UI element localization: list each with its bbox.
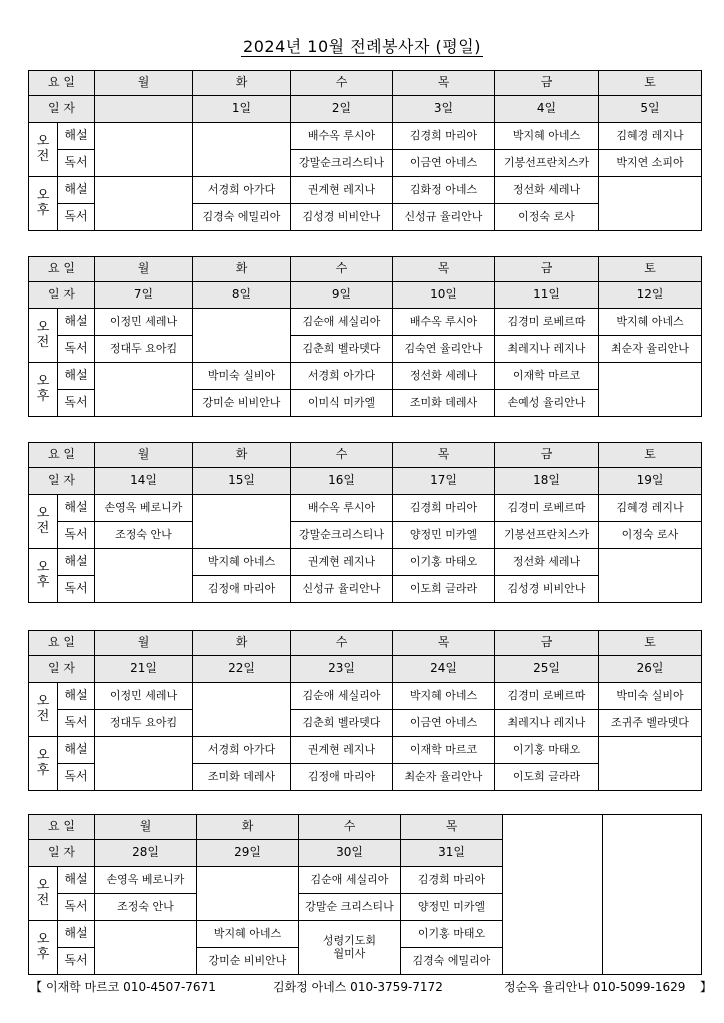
server-cell xyxy=(599,737,702,791)
server-cell: 최레지나 레지나 xyxy=(495,336,599,363)
date-cell: 10일 xyxy=(393,282,495,309)
server-cell: 기봉선프란치스카 xyxy=(495,522,599,549)
server-cell xyxy=(599,549,702,603)
day-mon: 월 xyxy=(95,815,197,840)
server-cell: 신성규 율리안나 xyxy=(291,576,393,603)
am-reading-row xyxy=(29,336,702,363)
server-cell: 김정애 마리아 xyxy=(291,764,393,791)
server-cell: 박미숙 실비아 xyxy=(193,363,291,390)
date-row xyxy=(29,468,702,495)
server-cell: 김경희 마리아 xyxy=(393,123,495,150)
pm-label: 오 후 xyxy=(29,737,58,791)
day-tue: 화 xyxy=(193,631,291,656)
date-row xyxy=(29,656,702,683)
server-cell: 이금연 아네스 xyxy=(393,150,495,177)
commentary-label: 해설 xyxy=(58,921,95,948)
day-tue: 화 xyxy=(193,71,291,96)
date-cell: 16일 xyxy=(291,468,393,495)
server-cell: 김경숙 에밀리아 xyxy=(193,204,291,231)
server-cell: 김경희 마리아 xyxy=(401,867,503,894)
server-cell: 배수옥 루시아 xyxy=(291,123,393,150)
date-cell: 25일 xyxy=(495,656,599,683)
server-cell: 박지혜 아네스 xyxy=(393,683,495,710)
date-cell: 17일 xyxy=(393,468,495,495)
date-cell: 29일 xyxy=(197,840,299,867)
day-mon: 월 xyxy=(95,71,193,96)
reading-label: 독서 xyxy=(58,390,95,417)
footer-open-bracket: 【 xyxy=(30,980,43,994)
server-cell: 손영옥 베로니카 xyxy=(95,495,193,522)
reading-label: 독서 xyxy=(58,150,95,177)
date-row-label: 일 자 xyxy=(29,468,95,495)
commentary-label: 해설 xyxy=(58,495,95,522)
server-cell: 이정숙 로사 xyxy=(599,522,702,549)
day-fri: 금 xyxy=(495,443,599,468)
server-cell xyxy=(95,549,193,603)
server-cell xyxy=(95,123,193,177)
server-cell: 이정민 세레나 xyxy=(95,309,193,336)
day-fri: 금 xyxy=(495,257,599,282)
pm-commentary-row xyxy=(29,363,702,390)
day-of-week-label: 요 일 xyxy=(29,71,95,96)
server-cell: 김순애 세실리아 xyxy=(299,867,401,894)
server-cell: 신성규 율리안나 xyxy=(393,204,495,231)
pm-label: 오 후 xyxy=(29,177,58,231)
server-cell: 박미숙 실비아 xyxy=(599,683,702,710)
date-cell: 28일 xyxy=(95,840,197,867)
server-cell xyxy=(193,309,291,363)
day-sat: 토 xyxy=(599,71,702,96)
commentary-label: 해설 xyxy=(58,177,95,204)
server-cell: 이금연 아네스 xyxy=(393,710,495,737)
reading-label: 독서 xyxy=(58,204,95,231)
day-header-row xyxy=(29,631,702,656)
server-cell: 최순자 율리안나 xyxy=(599,336,702,363)
day-wed: 수 xyxy=(291,257,393,282)
date-row-label: 일 자 xyxy=(29,840,95,867)
server-cell: 권계현 레지나 xyxy=(291,737,393,764)
date-cell: 31일 xyxy=(401,840,503,867)
date-cell: 23일 xyxy=(291,656,393,683)
server-cell xyxy=(599,177,702,231)
day-tue: 화 xyxy=(193,257,291,282)
day-thu: 목 xyxy=(393,257,495,282)
contact-3: 정순옥 율리안나 010-5099-1629 xyxy=(504,980,686,994)
day-tue: 화 xyxy=(197,815,299,840)
day-mon: 월 xyxy=(95,443,193,468)
day-sat: 토 xyxy=(599,257,702,282)
day-mon: 월 xyxy=(95,257,193,282)
am-commentary-row xyxy=(29,123,702,150)
server-cell: 이정민 세레나 xyxy=(95,683,193,710)
day-of-week-label: 요 일 xyxy=(29,443,95,468)
date-cell xyxy=(95,96,193,123)
server-cell: 강미순 비비안나 xyxy=(197,948,299,975)
server-cell: 이재학 마르코 xyxy=(393,737,495,764)
day-header-row xyxy=(29,71,702,96)
server-cell: 김성경 비비안나 xyxy=(291,204,393,231)
reading-label: 독서 xyxy=(58,576,95,603)
day-mon: 월 xyxy=(95,631,193,656)
server-cell: 김춘희 벨라뎃다 xyxy=(291,336,393,363)
commentary-label: 해설 xyxy=(58,683,95,710)
server-cell: 김숙연 율리안나 xyxy=(393,336,495,363)
server-cell: 권계현 레지나 xyxy=(291,177,393,204)
server-cell: 김경미 로베르따 xyxy=(495,309,599,336)
date-cell: 8일 xyxy=(193,282,291,309)
commentary-label: 해설 xyxy=(58,309,95,336)
day-fri: 금 xyxy=(495,631,599,656)
server-cell: 강말순크리스티나 xyxy=(291,150,393,177)
reading-label: 독서 xyxy=(58,522,95,549)
server-cell: 박지연 소피아 xyxy=(599,150,702,177)
server-cell: 배수옥 루시아 xyxy=(393,309,495,336)
server-cell: 강말순크리스티나 xyxy=(291,522,393,549)
date-cell: 15일 xyxy=(193,468,291,495)
server-cell: 이도희 글라라 xyxy=(495,764,599,791)
date-row xyxy=(29,282,702,309)
day-wed: 수 xyxy=(291,443,393,468)
server-cell: 최레지나 레지나 xyxy=(495,710,599,737)
server-cell: 김경미 로베르따 xyxy=(495,495,599,522)
pm-label: 오 후 xyxy=(29,363,58,417)
day-of-week-label: 요 일 xyxy=(29,257,95,282)
server-cell: 김혜경 레지나 xyxy=(599,123,702,150)
server-cell: 서경희 아가다 xyxy=(193,177,291,204)
am-label: 오 전 xyxy=(29,867,58,921)
server-cell: 박지혜 아네스 xyxy=(193,549,291,576)
day-of-week-label: 요 일 xyxy=(29,815,95,840)
reading-label: 독서 xyxy=(58,336,95,363)
server-cell: 김경미 로베르따 xyxy=(495,683,599,710)
date-cell: 11일 xyxy=(495,282,599,309)
day-header-row xyxy=(29,443,702,468)
server-cell xyxy=(599,363,702,417)
server-cell: 조정숙 안나 xyxy=(95,894,197,921)
server-cell: 이기홍 마태오 xyxy=(495,737,599,764)
server-cell: 정선화 세레나 xyxy=(495,177,599,204)
server-cell: 강미순 비비안나 xyxy=(193,390,291,417)
reading-label: 독서 xyxy=(58,710,95,737)
server-cell: 김정애 마리아 xyxy=(193,576,291,603)
server-cell: 김혜경 레지나 xyxy=(599,495,702,522)
am-commentary-row xyxy=(29,683,702,710)
day-sat: 토 xyxy=(599,443,702,468)
am-label: 오 전 xyxy=(29,495,58,549)
server-cell: 양정민 미카엘 xyxy=(393,522,495,549)
server-cell: 권계현 레지나 xyxy=(291,549,393,576)
commentary-label: 해설 xyxy=(58,867,95,894)
server-cell: 이미식 미카엘 xyxy=(291,390,393,417)
week-4-table xyxy=(28,630,702,791)
server-cell xyxy=(193,683,291,737)
server-cell: 서경희 아가다 xyxy=(291,363,393,390)
date-row xyxy=(29,96,702,123)
server-cell: 김순애 세실리아 xyxy=(291,309,393,336)
am-label: 오 전 xyxy=(29,123,58,177)
reading-label: 독서 xyxy=(58,764,95,791)
date-cell: 18일 xyxy=(495,468,599,495)
week-2-table xyxy=(28,256,702,417)
server-cell: 손영옥 베로니카 xyxy=(95,867,197,894)
am-commentary-row xyxy=(29,309,702,336)
server-cell: 김순애 세실리아 xyxy=(291,683,393,710)
server-cell: 손예성 율리안나 xyxy=(495,390,599,417)
commentary-label: 해설 xyxy=(58,363,95,390)
date-cell: 24일 xyxy=(393,656,495,683)
pm-commentary-row xyxy=(29,737,702,764)
day-thu: 목 xyxy=(393,443,495,468)
server-cell xyxy=(193,495,291,549)
day-of-week-label: 요 일 xyxy=(29,631,95,656)
server-cell: 박지혜 아네스 xyxy=(495,123,599,150)
date-cell: 21일 xyxy=(95,656,193,683)
empty-cell xyxy=(603,815,702,975)
server-cell: 조미화 데레사 xyxy=(193,764,291,791)
server-cell: 서경희 아가다 xyxy=(193,737,291,764)
date-cell: 30일 xyxy=(299,840,401,867)
day-fri: 금 xyxy=(495,71,599,96)
date-row-label: 일 자 xyxy=(29,96,95,123)
date-cell: 2일 xyxy=(291,96,393,123)
am-reading-row xyxy=(29,710,702,737)
server-cell: 김화정 아네스 xyxy=(393,177,495,204)
reading-label: 독서 xyxy=(58,948,95,975)
server-cell xyxy=(193,123,291,177)
day-header-row xyxy=(29,257,702,282)
date-cell: 9일 xyxy=(291,282,393,309)
week-3-table xyxy=(28,442,702,603)
pm-commentary-row xyxy=(29,177,702,204)
reading-label: 독서 xyxy=(58,894,95,921)
day-thu: 목 xyxy=(393,631,495,656)
am-commentary-row xyxy=(29,495,702,522)
server-cell: 조정숙 안나 xyxy=(95,522,193,549)
date-row-label: 일 자 xyxy=(29,656,95,683)
day-header-row xyxy=(29,815,702,840)
date-cell: 4일 xyxy=(495,96,599,123)
am-reading-row xyxy=(29,522,702,549)
pm-commentary-row xyxy=(29,549,702,576)
server-cell xyxy=(95,737,193,791)
server-cell xyxy=(95,363,193,417)
week-5-table xyxy=(28,814,702,975)
server-cell: 이재학 마르코 xyxy=(495,363,599,390)
server-cell xyxy=(95,177,193,231)
day-thu: 목 xyxy=(393,71,495,96)
prayer-meeting-cell: 성령기도회 월미사 xyxy=(299,921,401,975)
server-cell: 이기홍 마태오 xyxy=(393,549,495,576)
date-cell: 5일 xyxy=(599,96,702,123)
date-cell: 22일 xyxy=(193,656,291,683)
date-cell: 12일 xyxy=(599,282,702,309)
day-wed: 수 xyxy=(291,71,393,96)
server-cell: 이기홍 마태오 xyxy=(401,921,503,948)
day-wed: 수 xyxy=(299,815,401,840)
day-sat: 토 xyxy=(599,631,702,656)
page-title-text: 2024년 10월 전례봉사자 (평일) xyxy=(243,37,481,56)
server-cell: 조귀주 벨라뎃다 xyxy=(599,710,702,737)
pm-label: 오 후 xyxy=(29,921,58,975)
week-1-table xyxy=(28,70,702,231)
date-cell: 14일 xyxy=(95,468,193,495)
footer-close-bracket: 】 xyxy=(700,980,713,994)
server-cell: 기봉선프란치스카 xyxy=(495,150,599,177)
commentary-label: 해설 xyxy=(58,549,95,576)
server-cell: 강말순 크리스티나 xyxy=(299,894,401,921)
server-cell: 정선화 세레나 xyxy=(393,363,495,390)
server-cell: 김춘희 벨라뎃다 xyxy=(291,710,393,737)
date-cell: 1일 xyxy=(193,96,291,123)
day-wed: 수 xyxy=(291,631,393,656)
server-cell: 조미화 데레사 xyxy=(393,390,495,417)
date-cell: 3일 xyxy=(393,96,495,123)
server-cell: 양정민 미카엘 xyxy=(401,894,503,921)
server-cell: 최순자 율리안나 xyxy=(393,764,495,791)
server-cell: 박지혜 아네스 xyxy=(599,309,702,336)
am-label: 오 전 xyxy=(29,309,58,363)
server-cell: 김경숙 에밀리아 xyxy=(401,948,503,975)
am-label: 오 전 xyxy=(29,683,58,737)
server-cell: 이도희 글라라 xyxy=(393,576,495,603)
server-cell: 이정숙 로사 xyxy=(495,204,599,231)
server-cell xyxy=(197,867,299,921)
date-cell: 7일 xyxy=(95,282,193,309)
server-cell: 김경희 마리아 xyxy=(393,495,495,522)
server-cell: 김성경 비비안나 xyxy=(495,576,599,603)
day-thu: 목 xyxy=(401,815,503,840)
server-cell: 박지혜 아네스 xyxy=(197,921,299,948)
contact-1: 이재학 마르코 010-4507-7671 xyxy=(46,980,216,994)
date-cell: 19일 xyxy=(599,468,702,495)
date-cell: 26일 xyxy=(599,656,702,683)
server-cell: 정대두 요아킴 xyxy=(95,336,193,363)
contact-2: 김화정 아네스 010-3759-7172 xyxy=(273,980,443,994)
date-row-label: 일 자 xyxy=(29,282,95,309)
server-cell: 정대두 요아킴 xyxy=(95,710,193,737)
commentary-label: 해설 xyxy=(58,123,95,150)
empty-cell xyxy=(503,815,603,975)
page-title xyxy=(0,34,724,57)
server-cell xyxy=(95,921,197,975)
server-cell: 정선화 세레나 xyxy=(495,549,599,576)
day-tue: 화 xyxy=(193,443,291,468)
pm-label: 오 후 xyxy=(29,549,58,603)
server-cell: 배수옥 루시아 xyxy=(291,495,393,522)
commentary-label: 해설 xyxy=(58,737,95,764)
